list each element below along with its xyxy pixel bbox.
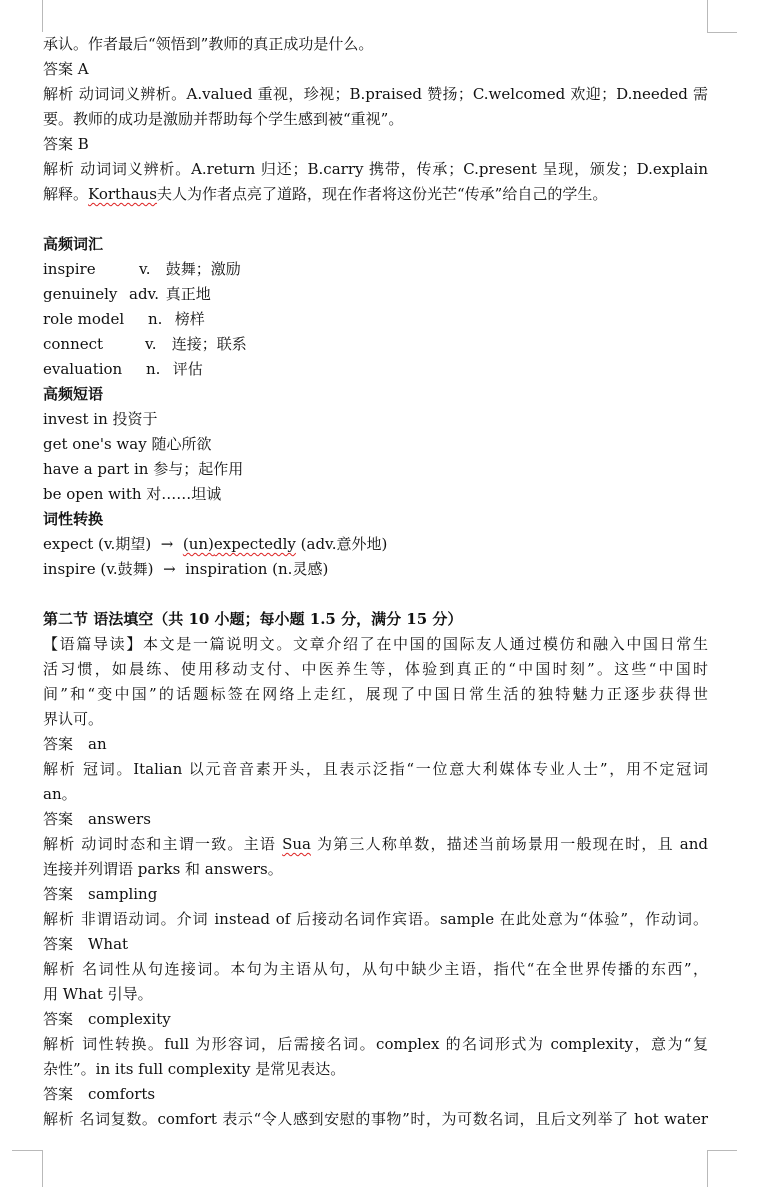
vocab-pos: v. [145,335,157,353]
phrase-meaning: 投资于 [112,410,158,428]
conversion-to: inspiration (n.灵感) [185,560,329,578]
crop-mark [707,1150,737,1151]
vocab-item [43,257,708,282]
text-fragment: 解析 动词时态和主谓一致。主语 [43,835,283,853]
text-fragment: 为第三人称单数，描述当前场景用一般现在时，且 and [310,835,708,853]
vocab-word: inspire [43,260,96,278]
text-fragment: 夫人为作者点亮了道路，现在作者将这份光芒“传承”给自己的学生。 [157,185,608,203]
phrase-item [43,407,708,432]
vocab-pos: n. [148,310,163,328]
spellcheck-word: expectedly [213,535,296,553]
answer-value: sampling [88,885,158,903]
phrase-item [43,432,708,457]
answer-line: 答案 A [43,60,89,78]
answer-value: comforts [88,1085,156,1103]
analysis-line: 解析 非谓语动词。介词 instead of 后接动名词作宾语。sample 在此处意为“体验”，作动词。 [43,910,708,928]
conversion-item [43,557,708,582]
analysis-line: 连接并列谓语 parks 和 answers。 [43,860,283,878]
spellcheck-word: Korthaus [88,185,158,203]
vocab-meaning: 真正地 [165,285,211,303]
answer-label: 答案 [43,1085,74,1103]
analysis-line: 解析 动词词义辨析。A.return 归还；B.carry 携带，传承；C.present 呈现，颁发；D.explain [43,160,708,178]
answer-line [43,1007,708,1032]
text-line: 承认。作者最后“领悟到”教师的真正成功是什么。 [43,35,374,53]
answer-line [43,882,708,907]
vocab-meaning: 鼓舞；激励 [165,260,241,278]
spellcheck-word: Sua [282,835,311,853]
answer-line [43,932,708,957]
intro-line: 界认可。 [43,710,104,728]
conversion-from: inspire (v.鼓舞) [43,560,154,578]
phrase-item [43,482,708,507]
text-fragment: 解释。 [43,185,89,203]
analysis-line: 杂性”。in its full complexity 是常见表达。 [43,1060,346,1078]
answer-line: 答案 B [43,135,89,153]
analysis-line: 要。教师的成功是激励并帮助每个学生感到被“重视”。 [43,110,404,128]
phrases-heading: 高频短语 [43,385,104,403]
vocab-word: connect [43,335,104,353]
answer-value: complexity [88,1010,171,1028]
phrase-meaning: 随心所欲 [151,435,212,453]
vocab-item [43,307,708,332]
vocab-pos: n. [146,360,161,378]
vocab-pos: adv. [129,285,160,303]
answer-label: 答案 [43,810,74,828]
phrase-meaning: 参与；起作用 [153,460,244,478]
analysis-line: 解析 名词复数。comfort 表示“令人感到安慰的事物”时，为可数名词，且后文列举了 hot water [43,1110,708,1128]
vocab-item [43,357,708,382]
analysis-line [43,182,708,207]
intro-line: 活习惯，如晨练、使用移动支付、中医养生等，体验到真正的“中国时刻”。这些“中国时 [43,660,708,678]
analysis-line: an。 [43,785,77,803]
conversion-heading: 词性转换 [43,510,104,528]
crop-mark [12,1150,42,1151]
analysis-line [43,832,708,857]
answer-value: an [88,735,107,753]
phrase-text: be open with [43,485,142,503]
answer-line [43,807,708,832]
conversion-from: expect (v.期望) [43,535,152,553]
phrase-meaning: 对……坦诚 [146,485,222,503]
crop-mark [707,1150,708,1187]
vocab-item [43,332,708,357]
answer-label: 答案 [43,885,74,903]
vocab-meaning: 榜样 [174,310,205,328]
crop-mark [707,32,737,33]
vocab-meaning: 连接；联系 [171,335,247,353]
vocab-heading: 高频词汇 [43,235,104,253]
vocab-item [43,282,708,307]
arrow-icon: → [160,535,174,553]
phrase-text: invest in [43,410,108,428]
arrow-icon: → [163,560,176,578]
analysis-line: 用 What 引导。 [43,985,153,1003]
document-body [43,32,708,1132]
analysis-line: 解析 名词性从句连接词。本句为主语从句，从句中缺少主语，指代“在全世界传播的东西”， [43,960,708,978]
answer-label: 答案 [43,935,74,953]
conversion-to: (adv.意外地) [295,535,388,553]
intro-line: 【语篇导读】本文是一篇说明文。文章介绍了在中国的国际友人通过模仿和融入中国日常生 [43,635,708,653]
phrase-text: get one's way [43,435,147,453]
phrase-item [43,457,708,482]
answer-label: 答案 [43,1010,74,1028]
answer-value: What [88,935,129,953]
vocab-pos: v. [139,260,151,278]
answer-line [43,732,708,757]
spellcheck-word: (un) [182,535,214,553]
section-heading: 第二节 语法填空（共 10 小题；每小题 1.5 分，满分 15 分） [43,610,463,628]
vocab-word: role model [43,310,125,328]
crop-mark [707,0,708,32]
conversion-item [43,532,708,557]
answer-label: 答案 [43,735,74,753]
vocab-word: genuinely [43,285,118,303]
phrase-text: have a part in [43,460,149,478]
vocab-meaning: 评估 [172,360,203,378]
answer-line [43,1082,708,1107]
intro-line: 间”和“变中国”的话题标签在网络上走红，展现了中国日常生活的独特魅力正逐步获得世 [43,685,708,703]
analysis-line: 解析 动词词义辨析。A.valued 重视，珍视；B.praised 赞扬；C.welcomed 欢迎；D.needed 需 [43,85,708,103]
crop-mark [42,1150,43,1187]
analysis-line: 解析 冠词。Italian 以元音音素开头，且表示泛指“一位意大利媒体专业人士”，用不定冠词 [43,760,708,778]
vocab-word: evaluation [43,360,123,378]
analysis-line: 解析 词性转换。full 为形容词，后需接名词。complex 的名词形式为 complexity，意为“复 [43,1035,708,1053]
crop-mark [42,0,43,32]
answer-value: answers [88,810,151,828]
